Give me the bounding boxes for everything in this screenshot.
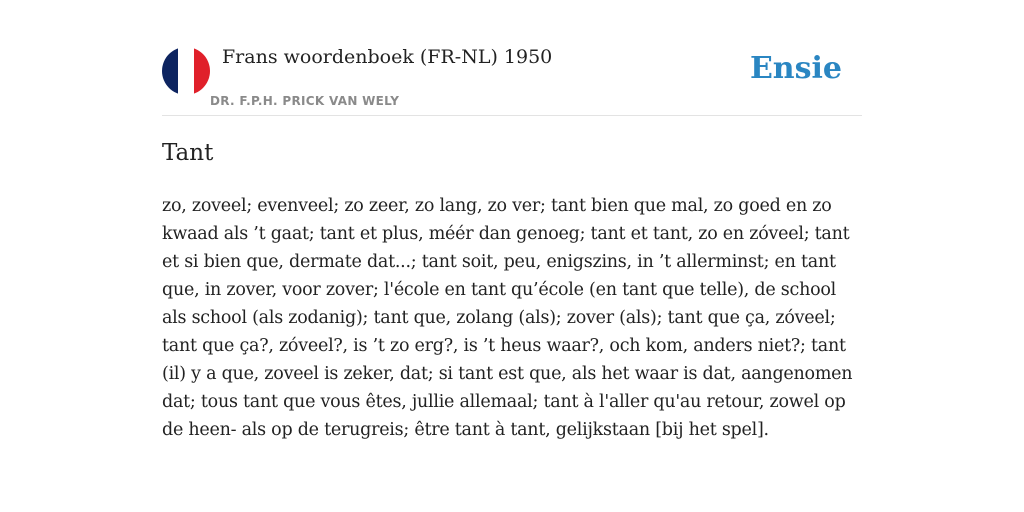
- header-divider: [162, 115, 862, 116]
- dictionary-entry-card: [162, 0, 862, 512]
- flag-stripe-blue: [162, 47, 178, 95]
- dictionary-author: DR. F.P.H. PRICK VAN WELY: [210, 94, 400, 108]
- dictionary-title[interactable]: Frans woordenboek (FR-NL) 1950: [222, 46, 553, 68]
- france-flag-icon: [162, 47, 210, 95]
- brand-logo[interactable]: Ensie: [749, 51, 842, 86]
- entry-headword: Tant: [162, 140, 214, 166]
- flag-stripe-white: [178, 47, 194, 95]
- flag-stripe-red: [194, 47, 210, 95]
- entry-definition: zo, zoveel; evenveel; zo zeer, zo lang, zo ver; tant bien que mal, zo goed en zo kwaad als ’t gaat; tant et plus, méér dan genoeg; tant et tant, zo en zóveel; tant et si bien que, dermate dat...; tant soit, peu, enigszins, in ’t allerminst; en tant que, in zover, voor zover; l'école en tant qu’école (en tant que telle), de school als school (als zodanig); tant que, zolang (als); zover (als); tant que ça, zóveel; tant que ça?, zóveel?, is ’t zo erg?, is ’t heus waar?, och kom, anders niet?; tant (il) y a que, zoveel is zeker, dat; si tant est que, als het waar is dat, aangenomen dat; tous tant que vous êtes, jullie allemaal; tant à l'aller qu'au retour, zowel op de heen- als op de terugreis; être tant à tant, gelijkstaan [bij het spel].: [162, 196, 853, 440]
